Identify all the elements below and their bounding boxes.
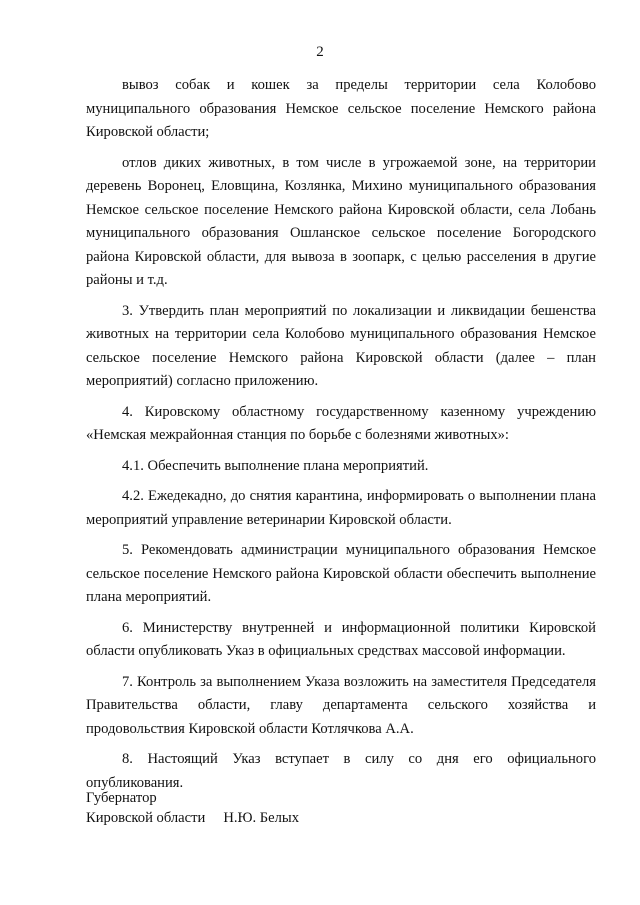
- paragraph-wild-animal-capture: отлов диких животных, в том числе в угрожаемой зоне, на территории деревень Воронец, Еловщина, Козлянка, Михино муниципального образования Немское сельское поселение Немского района Кировской области, села Лобань муниципального образования Ошланское сельское поселение Богородского района Кировской области, для вывоза в зоопарк, с целью расселения в другие районы и т.д.: [86, 154, 596, 288]
- paragraph-item-4-1: 4.1. Обеспечить выполнение плана мероприятий.: [122, 457, 429, 474]
- document-body: [86, 74, 596, 802]
- signature-title-line2: Кировской области: [86, 810, 206, 826]
- paragraph-item-3: 3. Утвердить план мероприятий по локализации и ликвидации бешенства животных на территории села Колобово муниципального образования Немское сельское поселение Немского района Кировской области (далее – план мероприятий) согласно приложению.: [86, 302, 596, 389]
- paragraph-item-4-2: 4.2. Ежедекадно, до снятия карантина, информировать о выполнении плана мероприятий управление ветеринарии Кировской области.: [86, 488, 596, 528]
- paragraph-item-5: 5. Рекомендовать администрации муниципального образования Немское сельское поселение Немского района Кировской области обеспечить выполнение плана мероприятий.: [86, 542, 596, 605]
- paragraph-dog-cat-removal: вывоз собак и кошек за пределы территории села Колобово муниципального образования Немское сельское поселение Немского района Кировской области;: [86, 77, 596, 140]
- signature-block: [86, 788, 299, 828]
- signatory-name: Н.Ю. Белых: [223, 810, 300, 826]
- signature-title-line1: Губернатор: [86, 790, 157, 806]
- paragraph-item-8: 8. Настоящий Указ вступает в силу со дня его официального опубликования.: [86, 751, 596, 791]
- page-number: 2: [316, 44, 324, 60]
- signature-title-line2-row: [86, 808, 299, 828]
- paragraph-item-4: 4. Кировскому областному государственному казенному учреждению «Немская межрайонная станция по борьбе с болезнями животных»:: [86, 403, 596, 443]
- paragraph-item-6: 6. Министерству внутренней и информационной политики Кировской области опубликовать Указ в официальных средствах массовой информации.: [86, 619, 596, 659]
- paragraph-item-7: 7. Контроль за выполнением Указа возложить на заместителя Председателя Правительства области, главу департамента сельского хозяйства и продовольствия Кировской области Котлячкова А.А.: [86, 673, 596, 737]
